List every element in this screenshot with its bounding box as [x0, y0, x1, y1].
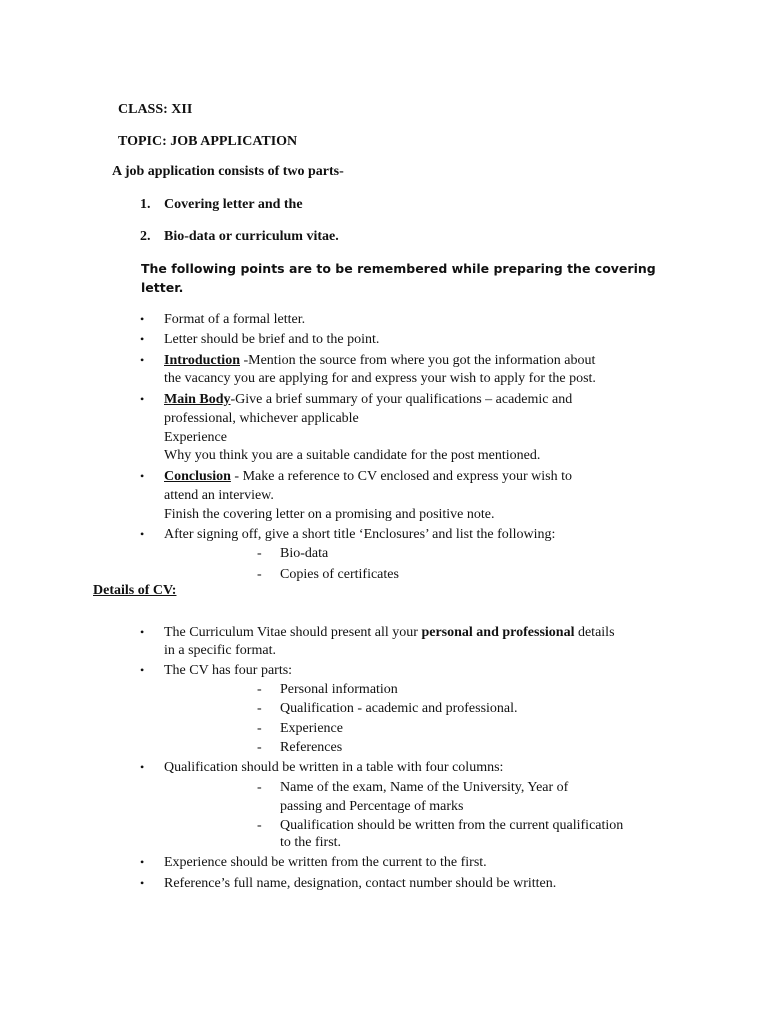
cv-qual-sub2: Qualification should be written from the current qualification: [280, 818, 624, 833]
point-introduction: [164, 352, 595, 369]
cv-qual-sub1: Name of the exam, Name of the University, Year of: [280, 780, 569, 795]
bullet-icon: •: [140, 469, 145, 483]
cv-four-parts: The CV has four parts:: [164, 663, 293, 678]
point-format: Format of a formal letter.: [164, 312, 306, 327]
main-body-text: -Give a brief summary of your qualifications – academic and: [230, 392, 573, 407]
part-number: 2.: [140, 229, 151, 244]
dash-marker: -: [257, 740, 262, 755]
cv-part-item: References: [280, 740, 343, 755]
bullet-icon: •: [140, 332, 145, 346]
cv-qual-sub1-cont: passing and Percentage of marks: [280, 799, 464, 814]
introduction-label: Introduction: [164, 353, 240, 368]
point-conclusion: [164, 468, 572, 485]
cv-qual-table: Qualification should be written in a table with four columns:: [164, 760, 504, 775]
dash-marker: -: [257, 546, 262, 561]
cv-point-present: [164, 624, 615, 641]
conclusion-text-cont: attend an interview.: [164, 488, 274, 503]
main-body-label: Main Body: [164, 392, 231, 407]
dash-marker: -: [257, 701, 262, 716]
cv-experience: Experience should be written from the current to the first.: [164, 855, 487, 870]
main-body-text-cont: professional, whichever applicable: [164, 411, 359, 426]
points-heading-line2: letter.: [141, 280, 184, 295]
cv-heading: Details of CV:: [93, 583, 177, 598]
dash-marker: -: [257, 567, 262, 582]
bullet-icon: •: [140, 392, 145, 406]
part-number: 1.: [140, 197, 151, 212]
point-after-signing: After signing off, give a short title ‘Enclosures’ and list the following:: [164, 527, 556, 542]
cv-reference: Reference’s full name, designation, contact number should be written.: [164, 876, 557, 891]
conclusion-text: - Make a reference to CV enclosed and express your wish to: [230, 469, 572, 484]
enclosure-item: Bio-data: [280, 546, 329, 561]
point-main-body: [164, 391, 572, 408]
introduction-text: -Mention the source from where you got the information about: [239, 353, 596, 368]
cv-part-item: Qualification - academic and professional.: [280, 701, 518, 716]
points-heading-line1: The following points are to be remembered while preparing the covering: [141, 261, 656, 276]
bullet-icon: •: [140, 760, 145, 774]
cv-present-line2: in a specific format.: [164, 643, 276, 658]
conclusion-finish: Finish the covering letter on a promising and positive note.: [164, 507, 495, 522]
dash-marker: -: [257, 682, 262, 697]
dash-marker: -: [257, 780, 262, 795]
cv-present-bold: personal and professional: [421, 625, 575, 640]
main-body-suitable: Why you think you are a suitable candidate for the post mentioned.: [164, 448, 541, 463]
dash-marker: -: [257, 818, 262, 833]
bullet-icon: •: [140, 312, 145, 326]
topic-line: TOPIC: JOB APPLICATION: [118, 134, 298, 149]
bullet-icon: •: [140, 663, 145, 677]
cv-part-item: Experience: [280, 721, 343, 736]
main-body-experience: Experience: [164, 430, 227, 445]
introduction-text-cont: the vacancy you are applying for and express your wish to apply for the post.: [164, 371, 596, 386]
bullet-icon: •: [140, 855, 145, 869]
cv-present-text: The Curriculum Vitae should present all your: [164, 625, 422, 640]
bullet-icon: •: [140, 527, 145, 541]
dash-marker: -: [257, 721, 262, 736]
cv-present-post: details: [574, 625, 615, 640]
intro-line: A job application consists of two parts-: [112, 164, 344, 179]
class-line: CLASS: XII: [118, 102, 193, 117]
part-text: Bio-data or curriculum vitae.: [164, 229, 339, 244]
bullet-icon: •: [140, 353, 145, 367]
part-text: Covering letter and the: [164, 197, 303, 212]
cv-qual-sub2-cont: to the first.: [280, 835, 342, 850]
bullet-icon: •: [140, 625, 145, 639]
point-brief: Letter should be brief and to the point.: [164, 332, 380, 347]
enclosure-item: Copies of certificates: [280, 567, 399, 582]
cv-part-item: Personal information: [280, 682, 398, 697]
conclusion-label: Conclusion: [164, 469, 231, 484]
bullet-icon: •: [140, 876, 145, 890]
